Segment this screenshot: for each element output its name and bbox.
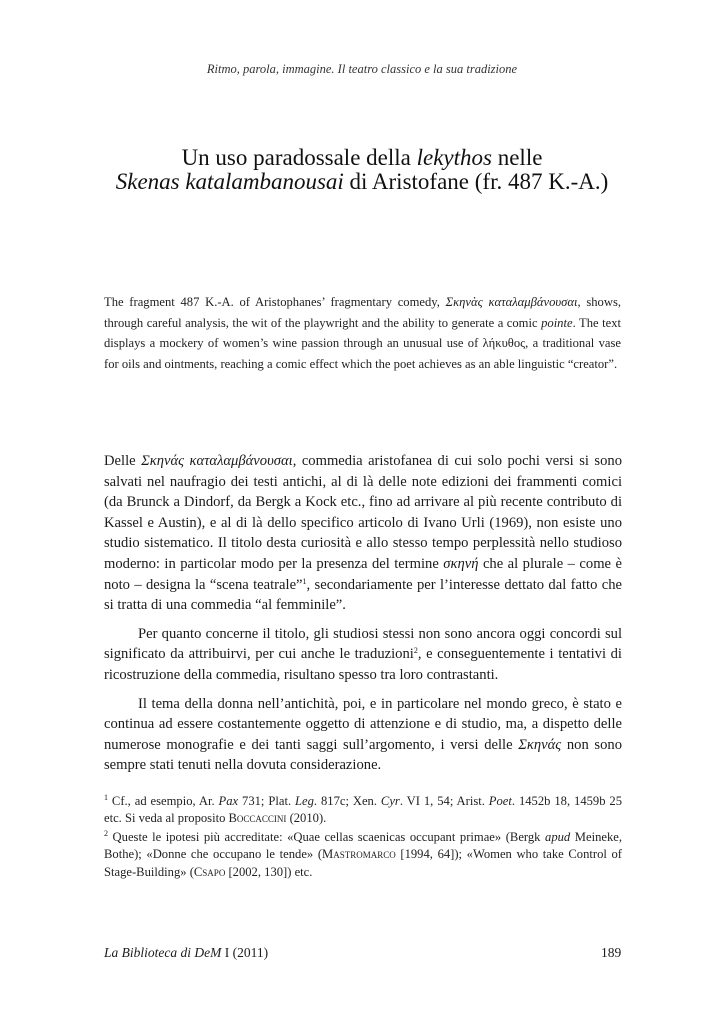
running-header: Ritmo, parola, immagine. Il teatro classico e la sua tradizione: [206, 62, 518, 76]
work-title: Poet: [488, 794, 512, 808]
text: [2002, 130]) etc.: [225, 864, 313, 879]
footnote-2: [104, 829, 622, 881]
text: Cf., ad esempio, Ar.: [108, 794, 219, 808]
text: che al plurale – come è noto – designa la “scena teatrale”: [104, 555, 622, 593]
title-text: Un uso paradossale della: [181, 145, 417, 170]
footnote-number: 2: [104, 828, 108, 838]
footer-journal: [104, 945, 268, 961]
text: . 1452b 18, 1459b 25 etc. Si veda al proposito: [104, 794, 623, 826]
article-title: [60, 146, 664, 194]
text: Per quanto concerne il titolo, gli studiosi stessi non sono ancora oggi concordi sul significato da attribuirvi, per cui anche le traduzioni: [104, 625, 622, 663]
abstract-text: The fragment 487 K.-A. of Aristophanes’ fragmentary comedy,: [104, 295, 446, 309]
text: [1994, 64]); «Women who take Control of Stage-Building» (: [104, 847, 623, 879]
text: Meineke, Bothe); «Donne che occupano le tende» (: [104, 829, 622, 862]
abstract-text: , a traditional vase for oils and ointments, reaching a comic effect which the poet achieves as an able linguistic “creator”.: [104, 336, 621, 371]
paragraph-2: [104, 624, 622, 686]
work-title: Pax: [218, 794, 239, 808]
abstract-greek-word: λήκυθος: [482, 336, 526, 351]
greek-word: σκηνή: [443, 555, 479, 572]
latin-word: apud: [545, 829, 571, 844]
footnote-ref-2[interactable]: 2: [413, 646, 418, 656]
journal-volume: I (2011): [221, 945, 269, 960]
title-line-1: [60, 146, 664, 170]
body-text: [104, 451, 622, 784]
author-name: Boccaccini: [228, 811, 287, 826]
text: Il tema della donna nell’antichità, poi, e in particolare nel mondo greco, è stato e continua ad essere costantemente oggetto di attenzione e di studio, ma, a dispetto delle numerose monografie e dei tanti saggi sull’argomento, i versi delle: [104, 695, 622, 753]
text: , e conseguentemente i tentativi di ricostruzione della commedia, risultano spesso tra loro contrastanti.: [104, 646, 622, 683]
text: . 817c; Xen.: [313, 794, 381, 808]
title-italic-lekythos: lekythos: [416, 145, 492, 170]
paragraph-1: [104, 451, 622, 616]
footnote-number: 1: [104, 793, 108, 802]
author-name: Mastromarco: [322, 847, 396, 862]
abstract: [104, 292, 621, 374]
title-line-2: [60, 170, 664, 194]
greek-title: Σκηνάς καταλαμβάνουσαι: [141, 453, 293, 469]
journal-title: La Biblioteca di DeM: [104, 945, 222, 960]
abstract-text: , shows, through careful analysis, the wit of the playwright and the ability to generate a comic: [104, 295, 621, 330]
footnote-ref-1[interactable]: 1: [302, 576, 307, 586]
abstract-text: . The text displays a mockery of women’s wine passion through an unusual use of: [104, 315, 621, 351]
text: Queste le ipotesi più accreditate: «Quae cellas scaenicas occupant primae» (Bergk: [108, 829, 546, 844]
text: . VI 1, 54; Arist.: [399, 794, 489, 808]
footnotes: [104, 793, 622, 882]
title-italic-play: Skenas katalambanousai: [115, 169, 344, 194]
text: , commedia aristofanea di cui solo pochi versi si sono salvati nel naufragio dei testi antichi, al di là delle note edizioni dei frammenti comici (da Brunck a Dindorf, da Bergk a Kock etc., fino ad arrivare al più recente contributo di Kassel e Austin), e al di là dello specifico articolo di Ivano Urli (1969), non esiste uno studio sistematico. Il titolo desta curiosità e allo stesso tempo perplessità nello studioso moderno: in particolar modo per la presenza del termine: [104, 453, 622, 572]
abstract-pointe: pointe: [541, 315, 573, 330]
title-text: nelle: [491, 145, 543, 170]
paragraph-3: [104, 694, 622, 776]
greek-title-short: Σκηνάς: [518, 736, 562, 753]
text: (2010).: [286, 811, 327, 826]
text: non sono sempre stati tenuti nella dovuta considerazione.: [104, 736, 622, 774]
text: Delle: [104, 453, 142, 469]
text: , secondariamente per l’interesse dettato dal fatto che si tratta di una commedia “al femminile”.: [104, 576, 622, 614]
abstract-greek-title: Σκηνὰς καταλαμβάνουσαι: [445, 295, 578, 309]
title-text: di Aristofane (fr. 487 K.-A.): [343, 169, 609, 194]
footnote-1: [104, 793, 622, 828]
page-number: 189: [601, 945, 622, 960]
work-title: Leg: [295, 794, 314, 808]
author-name: Csapo: [193, 864, 226, 879]
text: 731; Plat.: [238, 794, 296, 808]
work-title: Cyr: [380, 794, 400, 808]
